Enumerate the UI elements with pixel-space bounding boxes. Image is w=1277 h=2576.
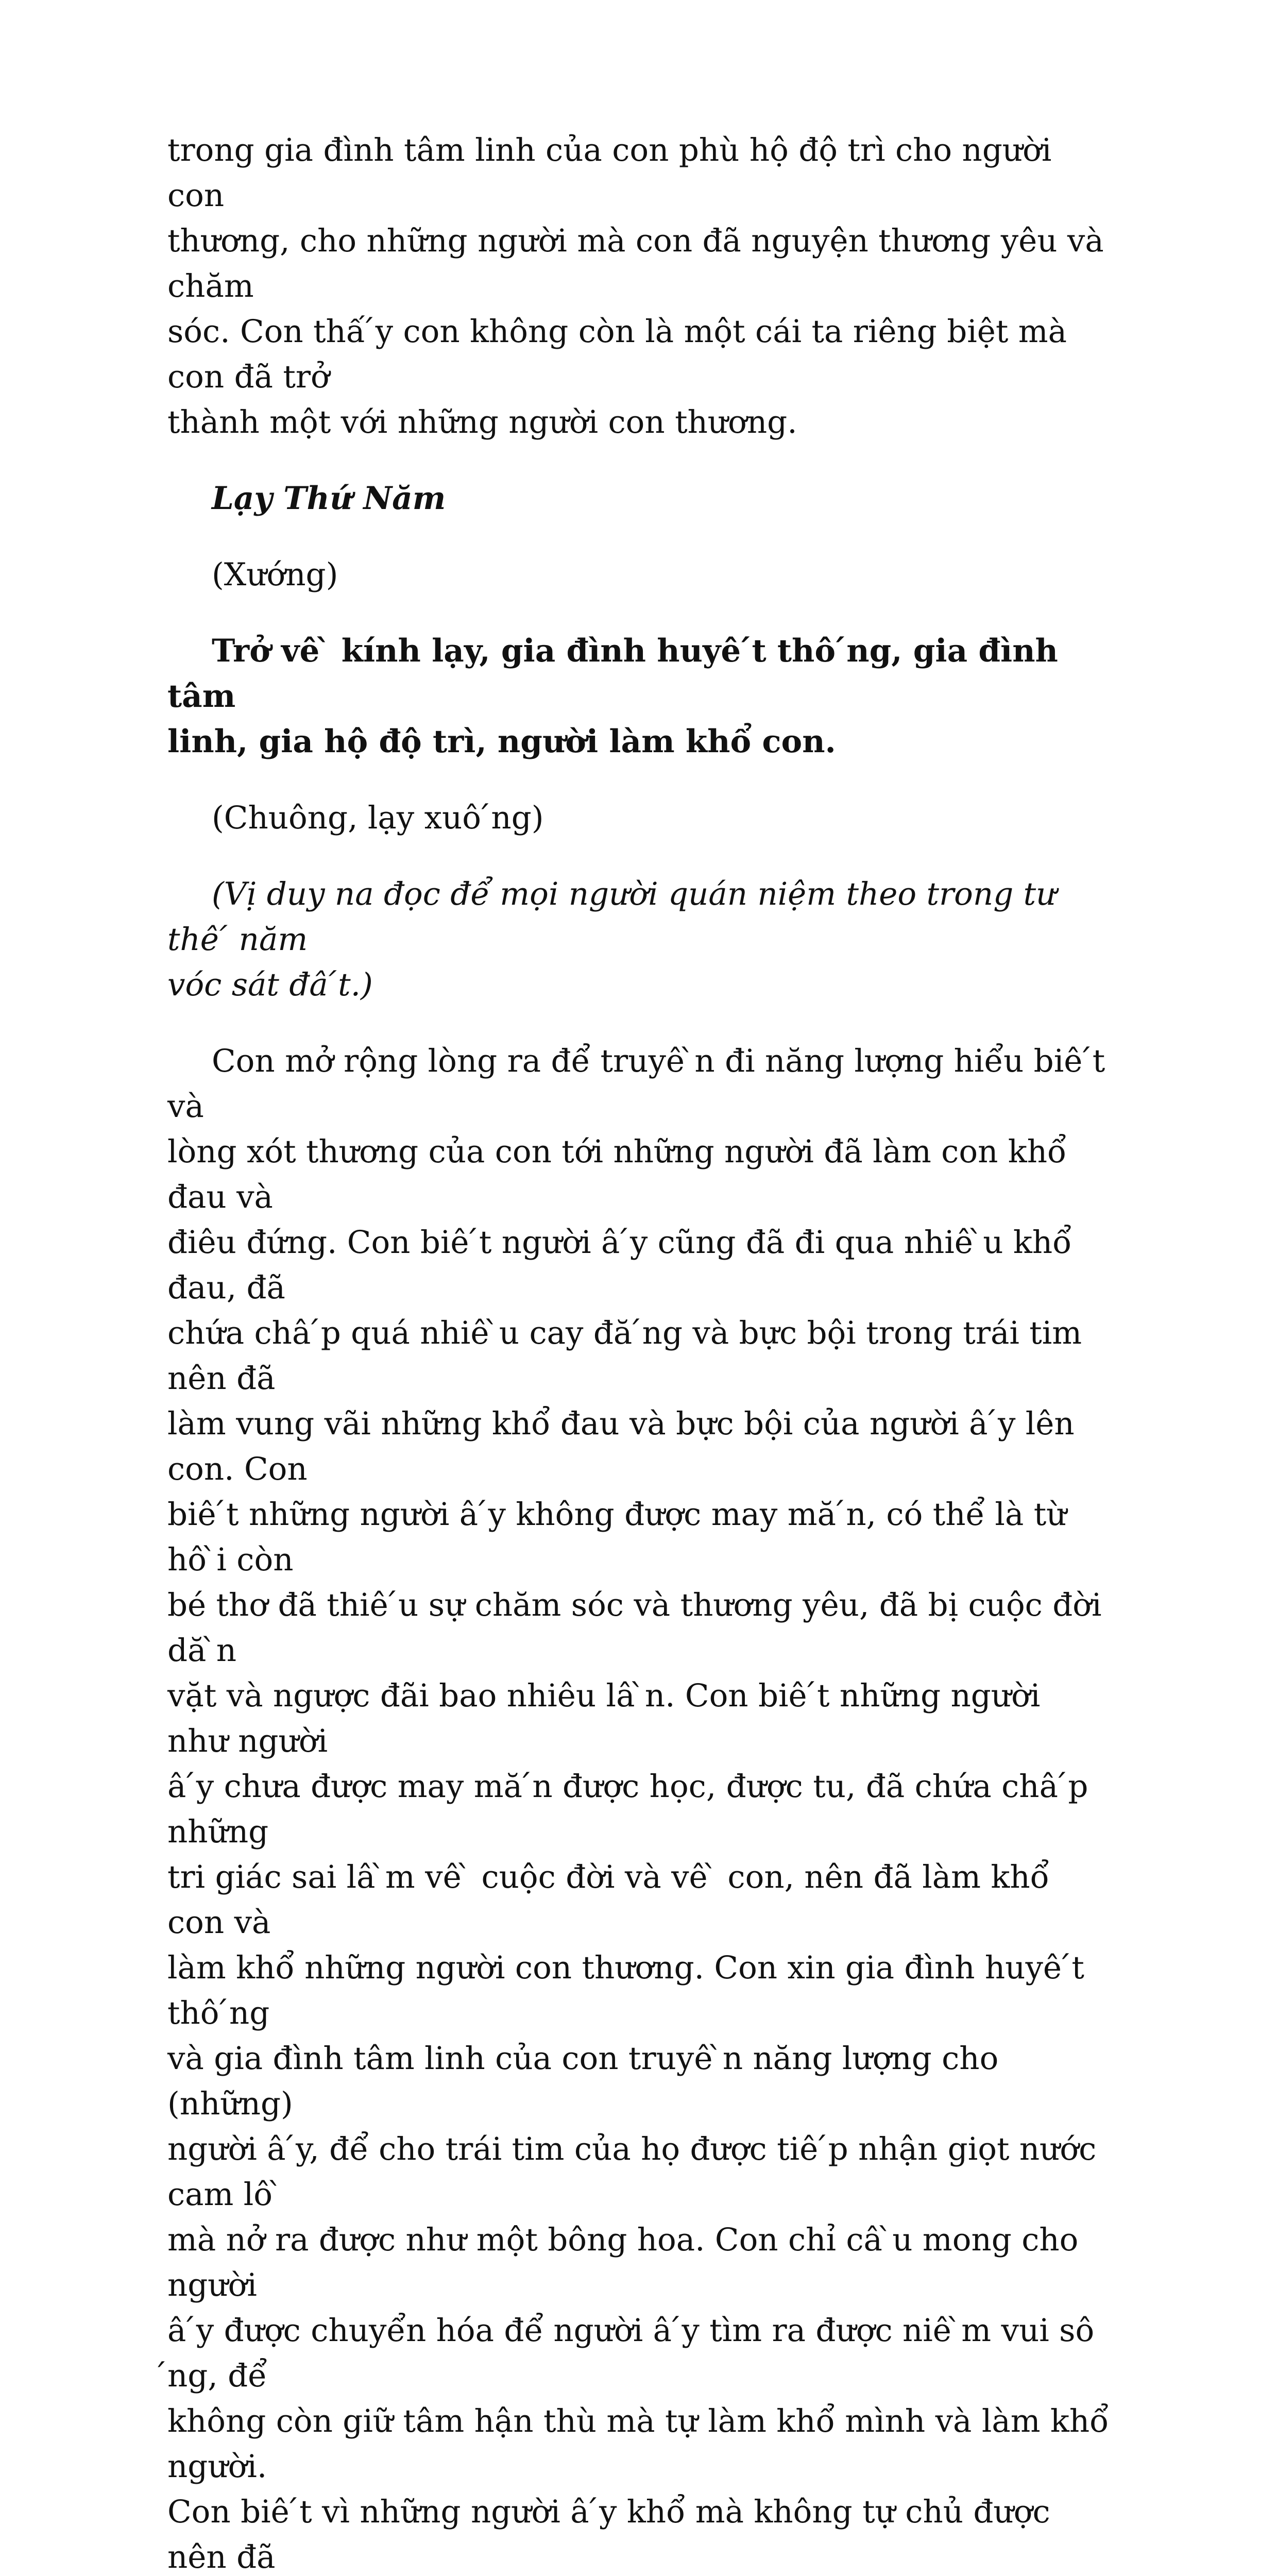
- chant-note: (Xướng): [212, 556, 338, 593]
- bell-note: (Chuông, lạy xuô ́ng): [212, 800, 544, 836]
- instruction-note: (Vị duy na đọc để mọi người quán niệm theo trong tư thê ́ năm vóc sát đâ ́t.): [167, 876, 1057, 1003]
- paragraph-continuation: trong gia đình tâm linh của con phù hộ độ trì cho người con thương, cho những người mà con đã nguyện thương yêu và chăm sóc. Con thấ ́y con không còn là một cái ta riêng biệt mà con đã trở thành một với những người con thương.: [167, 132, 1104, 440]
- section-heading: Lạy Thứ Năm: [212, 480, 446, 517]
- body-paragraph: Con mở rộng lòng ra để truyê ̀n đi năng lượng hiểu biê ́t và lòng xót thương của con tới những người đã làm con khổ đau và điêu đứng. Con biê ́t người â ́y cũng đã đi qua nhiê ̀u khổ đau, đã chứa châ ́p quá nhiê ̀u cay đă ́ng và bực bội trong trái tim nên đã làm vung vãi những khổ đau và bực bội của người â ́y lên con. Con biê ́t những người â ́y không được may mă ́n, có thể là từ hô ̀i còn bé thơ đã thiê ́u sự chăm sóc và thương yêu, đã bị cuộc đời dă ̀n vặt và ngược đãi bao nhiêu lâ ̀n. Con biê ́t những người như người â ́y chưa được may mă ́n được học, được tu, đã chứa châ ́p những tri giác sai lâ ̀m vê ̀ cuộc đời và vê ̀ con, nên đã làm khổ con và làm khổ những người con thương. Con xin gia đình huyê ́t thô ́ng và gia đình tâm linh của con truyê ̀n năng lượng cho (những) người â ́y, để cho trái tim của họ được tiê ́p nhận giọt nước cam lô ̀ mà nở ra được như một bông hoa. Con chỉ câ ̀u mong cho người â ́y được chuyển hóa để người â ́y tìm ra được niê ̀m vui sô ́ng, để không còn giữ tâm hận thù mà tự làm khổ mình và làm khổ người. Con biê ́t vì những người â ́y khổ mà không tự chủ được nên đã: [167, 1043, 1109, 2575]
- page-text: [167, 128, 1110, 2576]
- bold-verse: Trở vê ̀ kính lạy, gia đình huyê ́t thô ́ng, gia đình tâm linh, gia hộ độ trì, người làm khổ con.: [167, 633, 1058, 760]
